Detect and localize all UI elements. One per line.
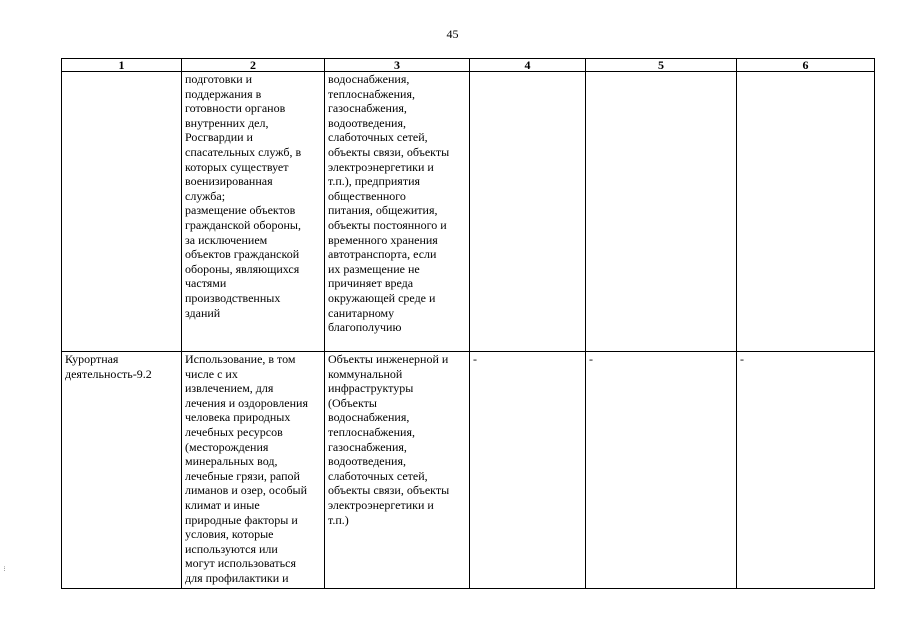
cell-text: - [740, 352, 744, 366]
table-cell [737, 352, 875, 589]
table-cell [586, 72, 737, 352]
column-header-3: 3 [325, 59, 470, 72]
cell-text: водоснабжения, теплоснабжения, газоснабжения, водоотведения, слаботочных сетей, объекты связи, объекты электроэнергетики и т.п.), предприятия общественного питания, общежития, объекты постоянного и временного хранения автотранспорта, если их размещение не причиняет вреда окружающей среде и санитарному благополучию [328, 72, 450, 335]
table-row [62, 352, 875, 589]
cell-text: подготовки и поддержания в готовности органов внутренних дел, Росгвардии и спасательных служб, в которых существует военизированная служба; размещение объектов гражданской обороны, за исключением объектов гражданской обороны, являющихся частями производственных зданий [185, 72, 302, 320]
column-header-5: 5 [586, 59, 737, 72]
table-header-row [62, 59, 875, 72]
column-header-4: 4 [470, 59, 586, 72]
cell-text: - [473, 352, 477, 366]
regulations-table [61, 58, 875, 589]
cell-text: Курортная деятельность-9.2 [65, 352, 152, 381]
table-row [62, 72, 875, 352]
table-cell [325, 72, 470, 352]
table-cell [62, 72, 182, 352]
margin-mark: ... [2, 566, 10, 572]
column-header-1: 1 [62, 59, 182, 72]
table-cell [62, 352, 182, 589]
column-header-2: 2 [182, 59, 325, 72]
table-cell [182, 352, 325, 589]
column-header-6: 6 [737, 59, 875, 72]
cell-text: Объекты инженерной и коммунальной инфраструктуры (Объекты водоснабжения, теплоснабжения, газоснабжения, водоотведения, слаботочных сетей, объекты связи, объекты электроэнергетики и т.п.) [328, 352, 450, 527]
table-cell [737, 72, 875, 352]
cell-text: Использование, в том числе с их извлечением, для лечения и оздоровления человека природных лечебных ресурсов (месторождения минеральных вод, лечебные грязи, рапой лиманов и озер, особый климат и иные природные факторы и условия, которые используются или могут использоваться для профилактики и [185, 352, 308, 585]
table-cell [470, 72, 586, 352]
table-cell [586, 352, 737, 589]
table-cell [182, 72, 325, 352]
table-cell [470, 352, 586, 589]
table-cell [325, 352, 470, 589]
cell-text: - [589, 352, 593, 366]
page-number: 45 [446, 27, 459, 41]
